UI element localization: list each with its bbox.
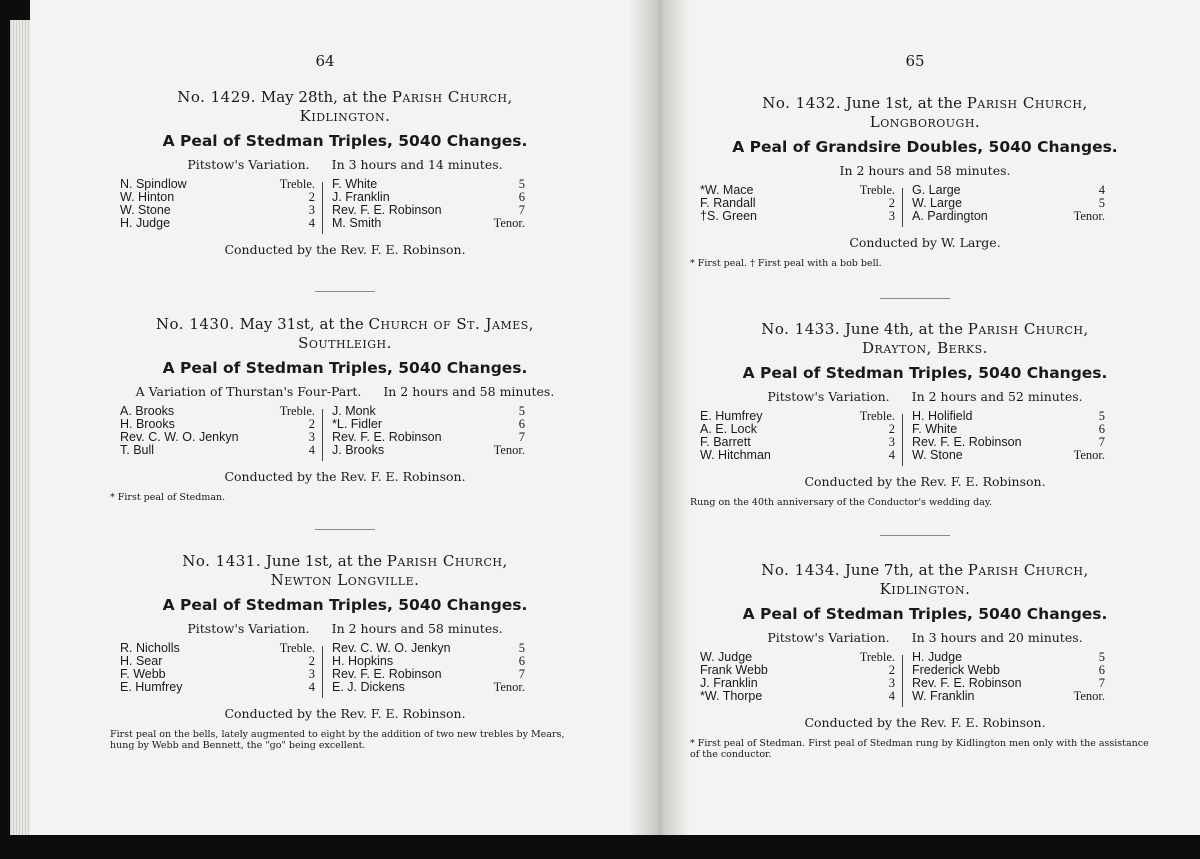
footnote: * First peal. † First peal with a bob bell. — [690, 258, 882, 269]
bell-number: 5 — [1098, 650, 1105, 664]
bell-number: 4 — [1098, 183, 1105, 197]
ringer-name: G. Large — [912, 183, 961, 197]
bells-left-column — [260, 405, 315, 457]
footnote: Rung on the 40th anniversary of the Conductor's wedding day. — [690, 497, 992, 508]
peal-duration: In 2 hours and 58 minutes. — [331, 621, 503, 636]
peal-title: A Peal of Stedman Triples, 5040 Changes. — [162, 359, 528, 377]
peal-variation: A Variation of Thurstan's Four-Part. — [135, 384, 362, 399]
church-name: Church of St. James, — [368, 315, 535, 333]
bells-right-column — [1055, 184, 1105, 223]
place-name: Longborough. — [869, 113, 981, 131]
bell-number: 4 — [888, 689, 895, 703]
ringer-name: J. Franklin — [700, 676, 758, 690]
ringer-name: W. Hinton — [120, 190, 175, 204]
bell-number: 5 — [518, 177, 525, 191]
ringer-name: W. Hitchman — [700, 448, 771, 462]
ringer-name: Frederick Webb — [912, 663, 1000, 677]
ringer-name: Rev. F. E. Robinson — [332, 430, 442, 444]
ringer-name: *W. Thorpe — [700, 689, 763, 703]
entry-header-line — [110, 88, 580, 107]
bells-right-column — [1055, 410, 1105, 462]
ringer-name: J. Monk — [332, 404, 376, 418]
bell-number: 4 — [308, 216, 315, 230]
ringer-row — [332, 217, 442, 230]
ringer-row — [700, 449, 771, 462]
ringer-name: J. Brooks — [332, 443, 385, 457]
ringers-table — [690, 410, 1160, 468]
bell-number: 3 — [888, 435, 895, 449]
column-divider — [322, 409, 323, 461]
church-name: Parish Church, — [967, 320, 1089, 338]
peal-meta — [690, 630, 1160, 645]
ringers-left-column — [120, 178, 187, 230]
ringer-name: H. Sear — [120, 654, 163, 668]
peal-entry — [110, 552, 580, 751]
bells-left-column — [840, 651, 895, 703]
column-divider — [322, 182, 323, 234]
ringer-name: W. Franklin — [912, 689, 975, 703]
divider-rule — [315, 529, 375, 530]
ringers-table — [690, 651, 1160, 709]
bell-number: 2 — [888, 663, 895, 677]
bell-number: Treble. — [859, 183, 895, 197]
ringer-row — [912, 449, 1022, 462]
bell-number: 6 — [518, 190, 525, 204]
place-name: Newton Longville. — [270, 571, 420, 589]
ringers-table — [110, 405, 580, 463]
ringer-name: A. E. Lock — [700, 422, 757, 436]
ringer-name: F. Randall — [700, 196, 756, 210]
bell-number: 5 — [518, 404, 525, 418]
ringers-left-column — [700, 410, 771, 462]
bell-number: 7 — [1098, 676, 1105, 690]
ringers-right-column — [332, 405, 442, 457]
ringer-name: Rev. F. E. Robinson — [332, 667, 442, 681]
column-divider — [902, 414, 903, 466]
ringer-name: R. Nicholls — [120, 641, 180, 655]
bell-number: 5 — [1098, 409, 1105, 423]
bells-right-column — [475, 642, 525, 694]
ringer-row — [912, 690, 1022, 703]
entry-header-line — [690, 561, 1160, 580]
ringer-name: *L. Fidler — [332, 417, 383, 431]
ringer-name: Rev. F. E. Robinson — [332, 203, 442, 217]
peal-date: June 1st, at the — [845, 94, 962, 112]
ringer-name: H. Judge — [912, 650, 963, 664]
peal-title: A Peal of Stedman Triples, 5040 Changes. — [742, 605, 1108, 623]
peal-number: No. 1431. — [182, 552, 262, 570]
bell-number: 6 — [1098, 663, 1105, 677]
bell-number: Tenor. — [493, 216, 525, 230]
column-divider — [902, 188, 903, 227]
ringers-left-column — [120, 642, 183, 694]
peal-variation: Pitstow's Variation. — [187, 621, 310, 636]
footnote: * First peal of Stedman. — [110, 492, 226, 503]
peal-title: A Peal of Stedman Triples, 5040 Changes. — [162, 132, 528, 150]
ringers-table — [110, 642, 580, 700]
ringer-name: Rev. F. E. Robinson — [912, 435, 1022, 449]
bell-number: 3 — [308, 430, 315, 444]
entry-header — [110, 88, 580, 126]
bell-number: Treble. — [279, 641, 315, 655]
bell-number: 2 — [888, 196, 895, 210]
bells-right-column — [1055, 651, 1105, 703]
bells-left-column — [260, 642, 315, 694]
ringers-left-column — [120, 405, 239, 457]
bell-number: 4 — [308, 443, 315, 457]
right-page — [690, 0, 1160, 835]
peal-variation: Pitstow's Variation. — [187, 157, 310, 172]
ringer-row — [700, 210, 757, 223]
conductor-line: Conducted by the Rev. F. E. Robinson. — [224, 242, 466, 257]
bell-number: Tenor. — [493, 443, 525, 457]
peal-date: May 28th, at the — [260, 88, 388, 106]
left-page — [110, 0, 580, 835]
entry-header-line — [690, 94, 1160, 113]
peal-date: May 31st, at the — [239, 315, 364, 333]
bells-left-column — [260, 178, 315, 230]
bell-number: Tenor. — [1073, 689, 1105, 703]
ringer-name: Rev. C. W. O. Jenkyn — [120, 430, 239, 444]
entry-header — [690, 94, 1160, 132]
bell-number: 7 — [518, 203, 525, 217]
ringers-table — [110, 178, 580, 236]
peal-number: No. 1432. — [762, 94, 842, 112]
ringer-name: T. Bull — [120, 443, 155, 457]
bell-number: Treble. — [279, 404, 315, 418]
ringer-row — [912, 210, 988, 223]
ringer-name: *W. Mace — [700, 183, 754, 197]
peal-number: No. 1433. — [761, 320, 841, 338]
place-name: Drayton, Berks. — [862, 339, 988, 357]
entry-header — [690, 561, 1160, 599]
peal-meta — [110, 621, 580, 636]
ringer-row — [332, 681, 451, 694]
entry-header — [690, 320, 1160, 358]
ringer-row — [700, 690, 768, 703]
ringers-right-column — [912, 184, 988, 223]
peal-title: A Peal of Stedman Triples, 5040 Changes. — [742, 364, 1108, 382]
bell-number: 6 — [1098, 422, 1105, 436]
bell-number: Treble. — [859, 650, 895, 664]
bells-right-column — [475, 178, 525, 230]
bell-number: Treble. — [859, 409, 895, 423]
bell-number: 3 — [308, 667, 315, 681]
ringer-row — [120, 444, 239, 457]
ringer-name: F. White — [332, 177, 378, 191]
ringer-name: F. Barrett — [700, 435, 751, 449]
bell-number: 7 — [518, 430, 525, 444]
peal-number: No. 1430. — [155, 315, 235, 333]
ringers-table — [690, 184, 1160, 229]
peal-entry — [690, 561, 1160, 760]
peal-meta — [690, 163, 1160, 178]
ringers-right-column — [912, 651, 1022, 703]
bell-number: Tenor. — [1073, 209, 1105, 223]
ringer-name: H. Holifield — [912, 409, 973, 423]
bell-number: 2 — [308, 190, 315, 204]
bell-number: 6 — [518, 417, 525, 431]
peal-duration: In 2 hours and 58 minutes. — [839, 163, 1011, 178]
bell-number: Tenor. — [493, 680, 525, 694]
entry-header-line — [110, 315, 580, 334]
peal-meta — [110, 157, 580, 172]
footnote: First peal on the bells, lately augmented to eight by the addition of two new trebles by Mears, hung by Webb and Bennett, the "go" being excellent. — [110, 729, 565, 751]
page-number: 64 — [315, 52, 335, 70]
peal-variation: Pitstow's Variation. — [767, 630, 890, 645]
ringer-name: W. Stone — [120, 203, 171, 217]
ringer-name: A. Pardington — [912, 209, 988, 223]
bell-number: 4 — [308, 680, 315, 694]
ringer-row — [120, 217, 187, 230]
place-name: Southleigh. — [298, 334, 392, 352]
bells-left-column — [840, 184, 895, 223]
peal-number: No. 1434. — [761, 561, 841, 579]
church-name: Parish Church, — [391, 88, 513, 106]
peal-entry — [110, 315, 580, 503]
entry-header — [110, 315, 580, 353]
ringer-name: F. Webb — [120, 667, 166, 681]
divider-rule — [880, 298, 950, 299]
bell-number: Treble. — [279, 177, 315, 191]
church-name: Parish Church, — [386, 552, 508, 570]
peal-duration: In 2 hours and 52 minutes. — [911, 389, 1083, 404]
peal-duration: In 2 hours and 58 minutes. — [383, 384, 555, 399]
ringer-row — [332, 444, 442, 457]
ringers-left-column — [700, 184, 757, 223]
bell-number: 2 — [308, 417, 315, 431]
bell-number: 2 — [888, 422, 895, 436]
peal-date: June 1st, at the — [265, 552, 382, 570]
peal-duration: In 3 hours and 20 minutes. — [911, 630, 1083, 645]
conductor-line: Conducted by the Rev. F. E. Robinson. — [224, 706, 466, 721]
bell-number: 3 — [308, 203, 315, 217]
ringer-name: E. Humfrey — [700, 409, 763, 423]
bell-number: 5 — [518, 641, 525, 655]
divider-rule — [315, 291, 375, 292]
bell-number: 3 — [888, 676, 895, 690]
peal-number: No. 1429. — [177, 88, 257, 106]
peal-meta — [690, 389, 1160, 404]
ringer-row — [120, 681, 183, 694]
peal-entry — [690, 320, 1160, 508]
footnote: * First peal of Stedman. First peal of Stedman rung by Kidlington men only with the assistance of the conductor. — [690, 738, 1149, 760]
ringer-name: Rev. C. W. O. Jenkyn — [332, 641, 451, 655]
entry-header-line — [690, 320, 1160, 339]
page-number: 65 — [905, 52, 925, 70]
ringer-name: N. Spindlow — [120, 177, 187, 191]
peal-duration: In 3 hours and 14 minutes. — [331, 157, 503, 172]
bell-number: 5 — [1098, 196, 1105, 210]
ringer-name: †S. Green — [700, 209, 757, 223]
ringer-name: F. White — [912, 422, 958, 436]
conductor-line: Conducted by the Rev. F. E. Robinson. — [804, 715, 1046, 730]
bells-right-column — [475, 405, 525, 457]
bell-number: 7 — [1098, 435, 1105, 449]
bell-number: 2 — [308, 654, 315, 668]
entry-header — [110, 552, 580, 590]
ringer-name: H. Hopkins — [332, 654, 394, 668]
bells-left-column — [840, 410, 895, 462]
ringer-name: A. Brooks — [120, 404, 175, 418]
ringer-name: E. J. Dickens — [332, 680, 405, 694]
ringer-name: Frank Webb — [700, 663, 768, 677]
ringer-name: M. Smith — [332, 216, 382, 230]
peal-entry — [690, 94, 1160, 269]
ringer-name: W. Judge — [700, 650, 753, 664]
bell-number: 6 — [518, 654, 525, 668]
peal-meta — [110, 384, 580, 399]
ringer-name: W. Large — [912, 196, 963, 210]
ringer-name: H. Brooks — [120, 417, 175, 431]
ringer-name: H. Judge — [120, 216, 171, 230]
ringers-left-column — [700, 651, 768, 703]
bell-number: 7 — [518, 667, 525, 681]
peal-title: A Peal of Stedman Triples, 5040 Changes. — [162, 596, 528, 614]
peal-date: June 4th, at the — [844, 320, 963, 338]
church-name: Parish Church, — [967, 561, 1089, 579]
entry-header-line — [110, 552, 580, 571]
peal-entry — [110, 88, 580, 257]
divider-rule — [880, 535, 950, 536]
place-name: Kidlington. — [299, 107, 391, 125]
bell-number: 4 — [888, 448, 895, 462]
column-divider — [902, 655, 903, 707]
bell-number: 3 — [888, 209, 895, 223]
ringers-right-column — [332, 642, 451, 694]
ringers-right-column — [332, 178, 442, 230]
book-gutter — [630, 0, 690, 835]
bell-number: Tenor. — [1073, 448, 1105, 462]
conductor-line: Conducted by W. Large. — [849, 235, 1001, 250]
church-name: Parish Church, — [966, 94, 1088, 112]
peal-variation: Pitstow's Variation. — [767, 389, 890, 404]
conductor-line: Conducted by the Rev. F. E. Robinson. — [804, 474, 1046, 489]
ringer-name: W. Stone — [912, 448, 963, 462]
ringer-name: E. Humfrey — [120, 680, 183, 694]
conductor-line: Conducted by the Rev. F. E. Robinson. — [224, 469, 466, 484]
ringer-name: J. Franklin — [332, 190, 390, 204]
place-name: Kidlington. — [879, 580, 971, 598]
column-divider — [322, 646, 323, 698]
ringer-name: Rev. F. E. Robinson — [912, 676, 1022, 690]
peal-date: June 7th, at the — [844, 561, 963, 579]
ringers-right-column — [912, 410, 1022, 462]
peal-title: A Peal of Grandsire Doubles, 5040 Changes. — [732, 138, 1118, 156]
